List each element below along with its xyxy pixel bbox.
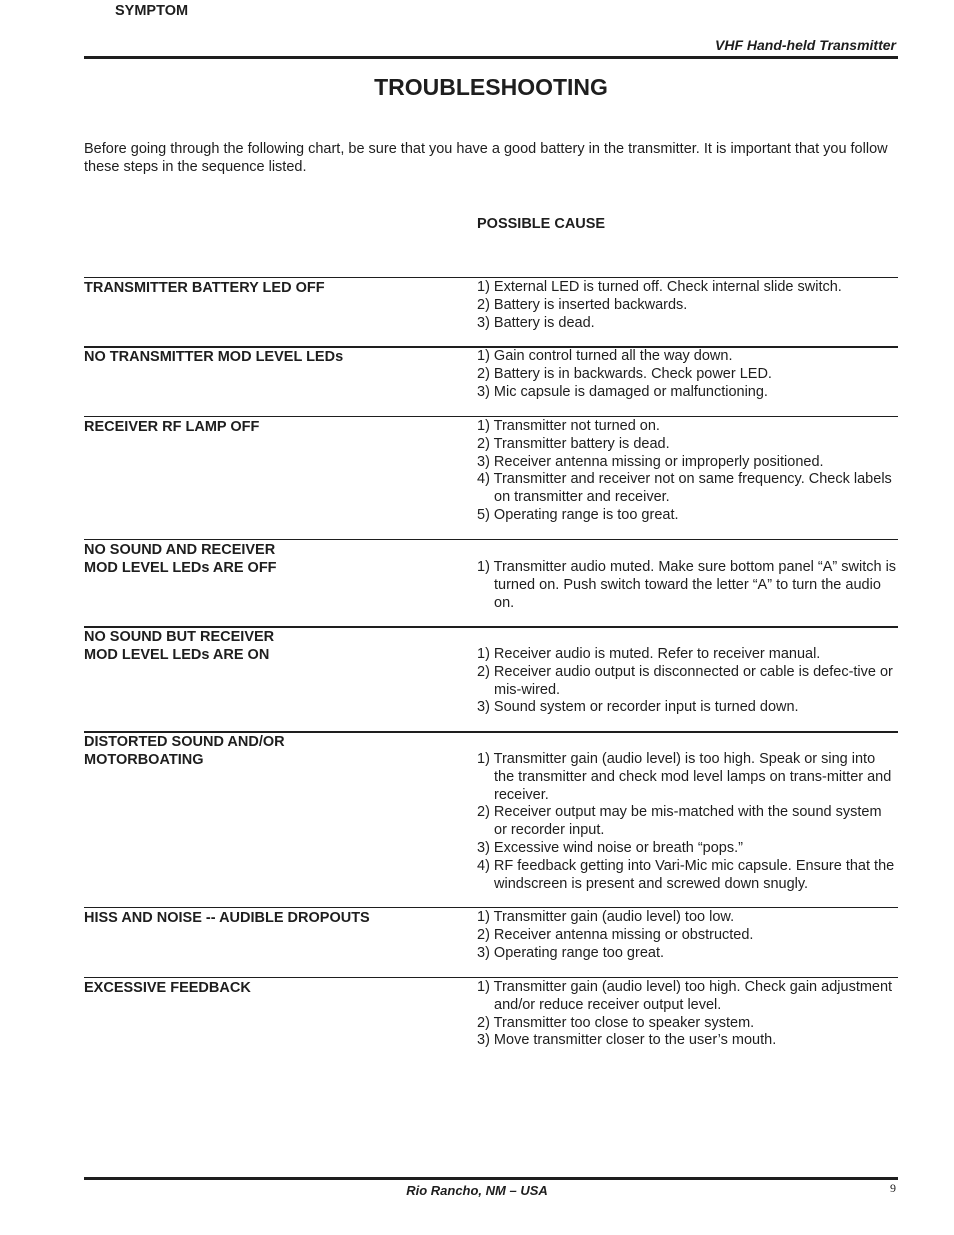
cause-item: 2) Battery is in backwards. Check power LED. [477, 365, 772, 382]
page-number: 9 [890, 1181, 896, 1195]
row-divider [84, 539, 898, 540]
cause-item: 2) Transmitter battery is dead. [477, 435, 670, 452]
cause-item: 1) Gain control turned all the way down. [477, 348, 733, 364]
cause-item: 3) Sound system or recorder input is turned down. [477, 699, 799, 716]
row-divider [84, 907, 898, 908]
symptom-column-header: SYMPTOM [115, 3, 189, 19]
symptom-cell: NO SOUND AND RECEIVER MOD LEVEL LEDs ARE OFF [84, 542, 277, 576]
cause-item: 1) Transmitter gain (audio level) is too high. Speak or sing into the transmitter and check mod level lamps on trans-mitter and receiver. [477, 751, 892, 803]
cause-list [477, 646, 898, 717]
cause-item: 3) Receiver antenna missing or improperly positioned. [477, 453, 824, 470]
symptom-cell: EXCESSIVE FEEDBACK [84, 980, 251, 996]
cause-item: 1) External LED is turned off. Check internal slide switch. [477, 279, 842, 295]
intro-paragraph: Before going through the following chart, be sure that you have a good battery in the transmitter. It is important that you follow these steps in the sequence listed. [84, 141, 888, 175]
cause-list [477, 279, 898, 332]
cause-list [477, 979, 898, 1050]
cause-item: 2) Receiver antenna missing or obstructed. [477, 926, 754, 943]
cause-list [477, 348, 898, 401]
row-divider [84, 277, 898, 278]
row-divider [84, 416, 898, 417]
cause-item: 2) Transmitter too close to speaker system. [477, 1014, 755, 1031]
cause-item: 1) Receiver audio is muted. Refer to receiver manual. [477, 646, 821, 662]
cause-item: 3) Mic capsule is damaged or malfunctioning. [477, 383, 768, 400]
symptom-cell: NO SOUND BUT RECEIVER MOD LEVEL LEDs ARE ON [84, 629, 275, 663]
page-title: TROUBLESHOOTING [374, 74, 608, 100]
cause-item: 2) Receiver audio output is disconnected or cable is defec-tive or mis-wired. [477, 663, 893, 698]
symptom-cell: NO TRANSMITTER MOD LEVEL LEDs [84, 349, 344, 365]
footer-location: Rio Rancho, NM – USA [406, 1183, 548, 1198]
cause-item: 3) Operating range too great. [477, 944, 665, 961]
cause-item: 2) Receiver output may be mis-matched with the sound system or recorder input. [477, 804, 882, 839]
cause-item: 3) Excessive wind noise or breath “pops.” [477, 839, 743, 856]
cause-item: 5) Operating range is too great. [477, 506, 679, 523]
cause-list [477, 418, 898, 525]
cause-column-header: POSSIBLE CAUSE [477, 216, 606, 232]
cause-list [477, 751, 898, 893]
cause-item: 2) Battery is inserted backwards. [477, 296, 688, 313]
cause-item: 4) RF feedback getting into Vari-Mic mic capsule. Ensure that the windscreen is present and screwed down snugly. [477, 857, 895, 892]
cause-list [477, 559, 898, 612]
cause-item: 4) Transmitter and receiver not on same frequency. Check labels on transmitter and receiver. [477, 471, 892, 506]
symptom-cell: HISS AND NOISE -- AUDIBLE DROPOUTS [84, 910, 370, 926]
symptom-cell: RECEIVER RF LAMP OFF [84, 419, 260, 435]
cause-item: 1) Transmitter gain (audio level) too high. Check gain adjustment and/or reduce receiver output level. [477, 979, 893, 1013]
cause-list [477, 909, 898, 962]
row-divider [84, 977, 898, 978]
symptom-cell: TRANSMITTER BATTERY LED OFF [84, 280, 325, 296]
footer-rule [84, 1177, 898, 1180]
running-header: VHF Hand-held Transmitter [715, 37, 896, 53]
cause-item: 3) Move transmitter closer to the user’s mouth. [477, 1032, 777, 1049]
cause-item: 1) Transmitter audio muted. Make sure bottom panel “A” switch is turned on. Push switch toward the letter “A” to turn the audio on. [477, 559, 897, 611]
cause-item: 1) Transmitter not turned on. [477, 418, 660, 434]
symptom-cell: DISTORTED SOUND AND/OR MOTORBOATING [84, 734, 285, 768]
header-rule [84, 56, 898, 59]
cause-item: 3) Battery is dead. [477, 314, 595, 331]
cause-item: 1) Transmitter gain (audio level) too low. [477, 909, 735, 925]
